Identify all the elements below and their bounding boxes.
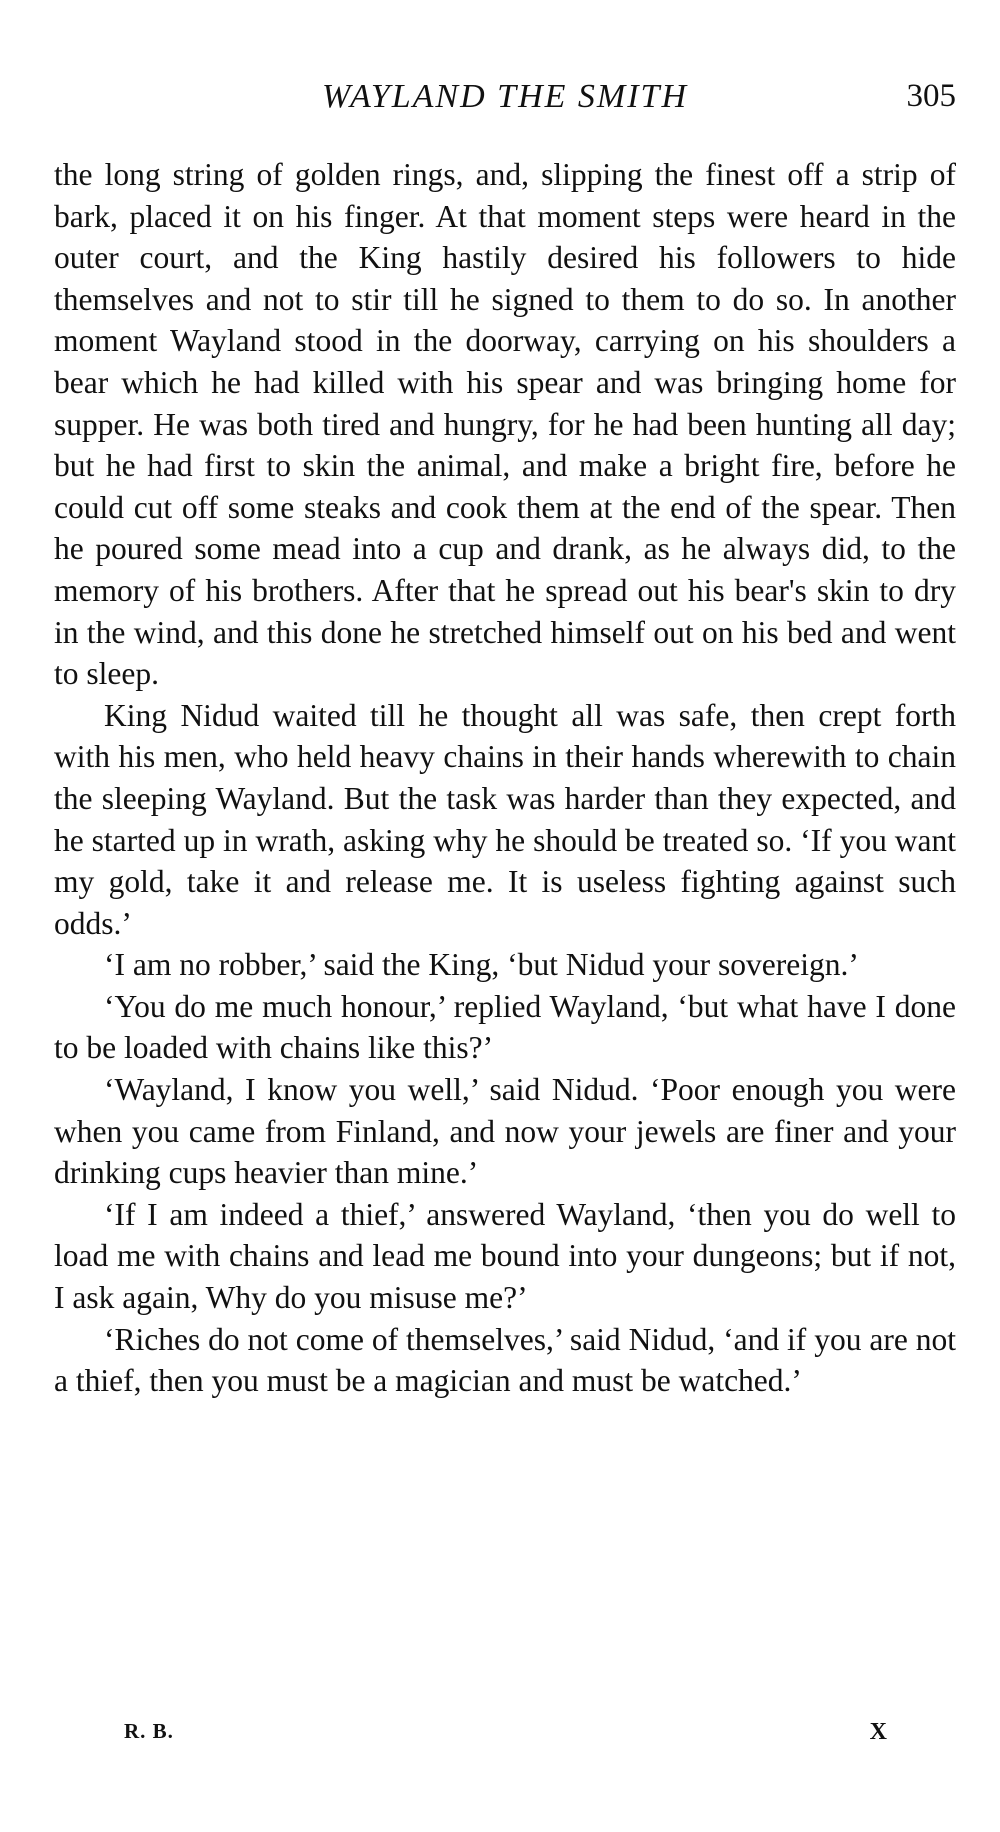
paragraph-continued: the long string of golden rings, and, slipping the finest off a strip of bark, placed it on his finger. At that moment steps were heard in the outer court, and the King hastily desired his followers to hide themselves and not to stir till he signed to them to do so. In another moment Wayland stood in the doorway, carrying on his shoulders a bear which he had killed with his spear and was bringing home for supper. He was both tired and hungry, for he had been hunting all day; but he had first to skin the animal, and make a bright fire, before he could cut off some steaks and cook them at the end of the spear. Then he poured some mead into a cup and drank, as he always did, to the memory of his brothers. After that he spread out his bear's skin to dry in the wind, and this done he stretched himself out on his bed and went to sleep. xyxy=(54,157,956,692)
paragraph: ‘If I am indeed a thief,’ answered Wayland, ‘then you do well to load me with chains and lead me bound into your dungeons; but if not, I ask again, Why do you misuse me?’ xyxy=(54,1196,956,1316)
running-title: WAYLAND THE SMITH xyxy=(322,78,688,115)
printer-signature: R. B. xyxy=(124,1719,174,1743)
paragraph: King Nidud waited till he thought all was safe, then crept forth with his men, who held heavy chains in their hands wherewith to chain the sleeping Wayland. But the task was harder than they expected, and he started up in wrath, asking why he should be treated so. ‘If you want my gold, take it and release me. It is useless fighting against such odds.’ xyxy=(54,697,956,941)
paragraph: ‘Riches do not come of themselves,’ said Nidud, ‘and if you are not a thief, then you must be a magician and must be watched.’ xyxy=(54,1321,956,1399)
page-content xyxy=(54,78,956,1402)
sheet-mark: X xyxy=(869,1719,888,1745)
paragraph: ‘You do me much honour,’ replied Wayland, ‘but what have I done to be loaded with chains like this?’ xyxy=(54,988,956,1066)
running-header xyxy=(54,78,956,138)
page-number: 305 xyxy=(906,78,956,114)
paragraph: ‘I am no robber,’ said the King, ‘but Nidud your sovereign.’ xyxy=(104,947,859,983)
body-text xyxy=(54,154,956,1402)
paragraph: ‘Wayland, I know you well,’ said Nidud. ‘Poor enough you were when you came from Finland, and now your jewels are finer and your drinking cups heavier than mine.’ xyxy=(54,1072,956,1191)
page-footer xyxy=(54,1719,956,1749)
